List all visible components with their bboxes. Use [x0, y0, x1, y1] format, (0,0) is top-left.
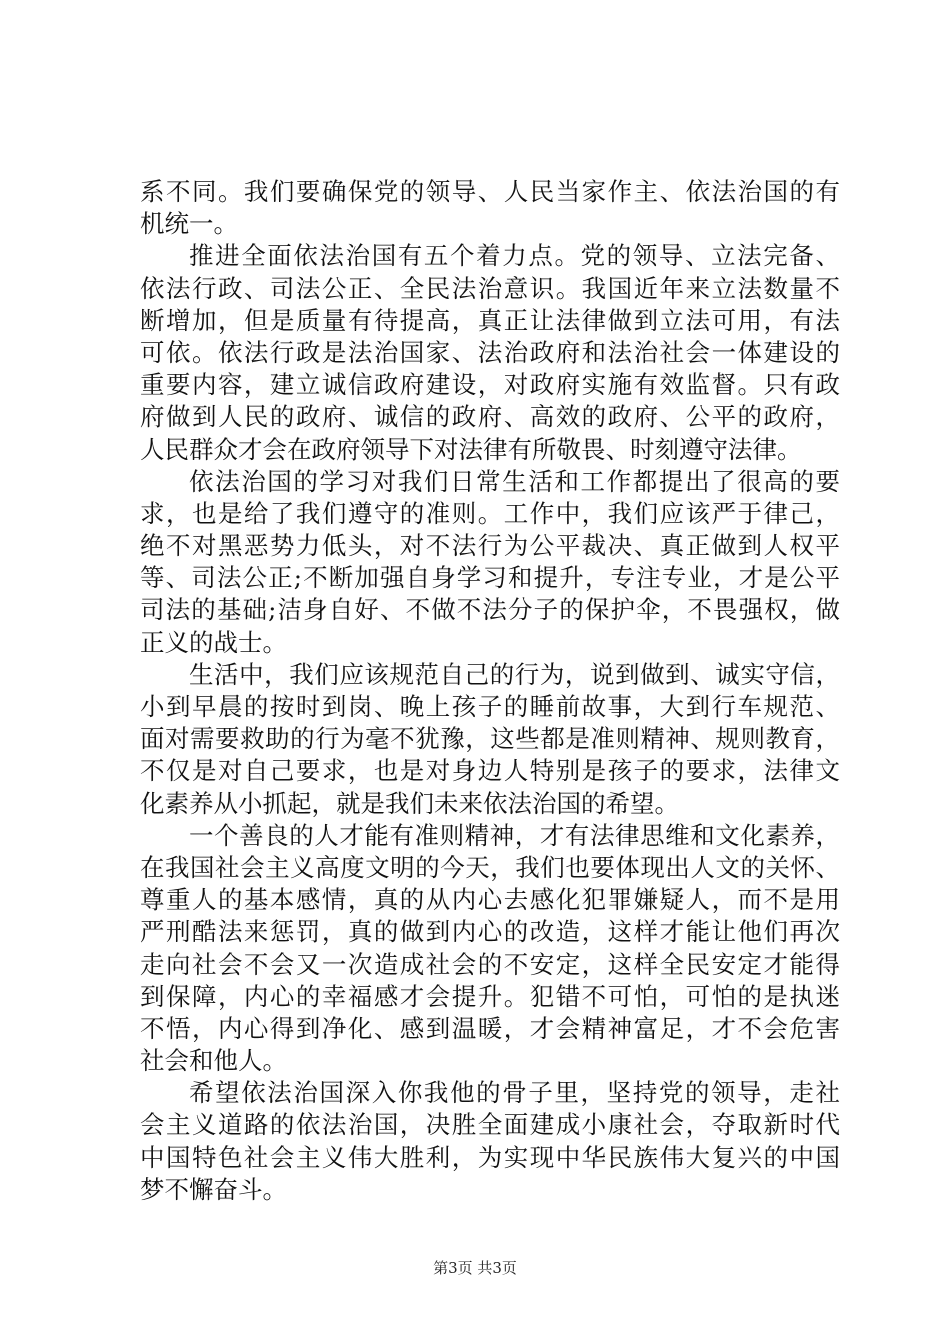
text-line: 人民群众才会在政府领导下对法律有所敬畏、时刻遵守法律。 — [140, 434, 802, 464]
text-line: 不悟，内心得到净化、感到温暖，才会精神富足，才不会危害 — [140, 1013, 840, 1043]
text-line: 依法治国的学习对我们日常生活和工作都提出了很高的要 — [189, 466, 840, 496]
text-line: 等、司法公正;不断加强自身学习和提升，专注专业，才是公平 — [140, 563, 840, 593]
text-line: 司法的基础;洁身自好、不做不法分子的保护伞，不畏强权，做 — [140, 595, 840, 625]
text-line: 社会和他人。 — [140, 1046, 287, 1076]
text-line: 生活中，我们应该规范自己的行为，说到做到、诚实守信， — [189, 659, 840, 689]
text-line: 推进全面依法治国有五个着力点。党的领导、立法完备、 — [189, 241, 840, 271]
text-line: 可依。依法行政是法治国家、法治政府和法治社会一体建设的 — [140, 337, 840, 367]
text-line: 希望依法治国深入你我他的骨子里，坚持党的领导，走社 — [189, 1078, 840, 1108]
text-line: 尊重人的基本感情，真的从内心去感化犯罪嫌疑人，而不是用 — [140, 885, 840, 915]
text-line: 一个善良的人才能有准则精神，才有法律思维和文化素养， — [189, 820, 840, 850]
text-line: 不仅是对自己要求，也是对身边人特别是孩子的要求，法律文 — [140, 756, 840, 786]
page-footer: 第3页 共3页 — [433, 1259, 517, 1277]
text-line: 到保障，内心的幸福感才会提升。犯错不可怕，可怕的是执迷 — [140, 981, 840, 1011]
text-line: 依法行政、司法公正、全民法治意识。我国近年来立法数量不 — [140, 273, 840, 303]
text-line: 严刑酷法来惩罚，真的做到内心的改造，这样才能让他们再次 — [140, 917, 840, 947]
text-line: 正义的战士。 — [140, 627, 287, 657]
text-line: 机统一。 — [140, 209, 238, 239]
text-line: 面对需要救助的行为毫不犹豫，这些都是准则精神、规则教育， — [140, 724, 840, 754]
text-line: 求，也是给了我们遵守的准则。工作中，我们应该严于律己， — [140, 498, 840, 528]
text-line: 绝不对黑恶势力低头，对不法行为公平裁决、真正做到人权平 — [140, 531, 840, 561]
text-line: 会主义道路的依法治国，决胜全面建成小康社会，夺取新时代 — [140, 1110, 840, 1140]
document-body — [140, 176, 840, 1206]
text-line: 断增加，但是质量有待提高，真正让法律做到立法可用，有法 — [140, 305, 840, 335]
text-line: 重要内容，建立诚信政府建设，对政府实施有效监督。只有政 — [140, 370, 840, 400]
text-line: 小到早晨的按时到岗、晚上孩子的睡前故事，大到行车规范、 — [140, 692, 840, 721]
text-line: 在我国社会主义高度文明的今天，我们也要体现出人文的关怀、 — [140, 852, 840, 882]
text-line: 走向社会不会又一次造成社会的不安定，这样全民安定才能得 — [140, 949, 840, 979]
text-line: 梦不懈奋斗。 — [140, 1174, 287, 1204]
text-line: 府做到人民的政府、诚信的政府、高效的政府、公平的政府， — [140, 402, 840, 432]
text-line: 化素养从小抓起，就是我们未来依法治国的希望。 — [140, 788, 679, 818]
text-line: 中国特色社会主义伟大胜利，为实现中华民族伟大复兴的中国 — [140, 1142, 840, 1172]
text-line: 系不同。我们要确保党的领导、人民当家作主、依法治国的有 — [140, 177, 840, 206]
